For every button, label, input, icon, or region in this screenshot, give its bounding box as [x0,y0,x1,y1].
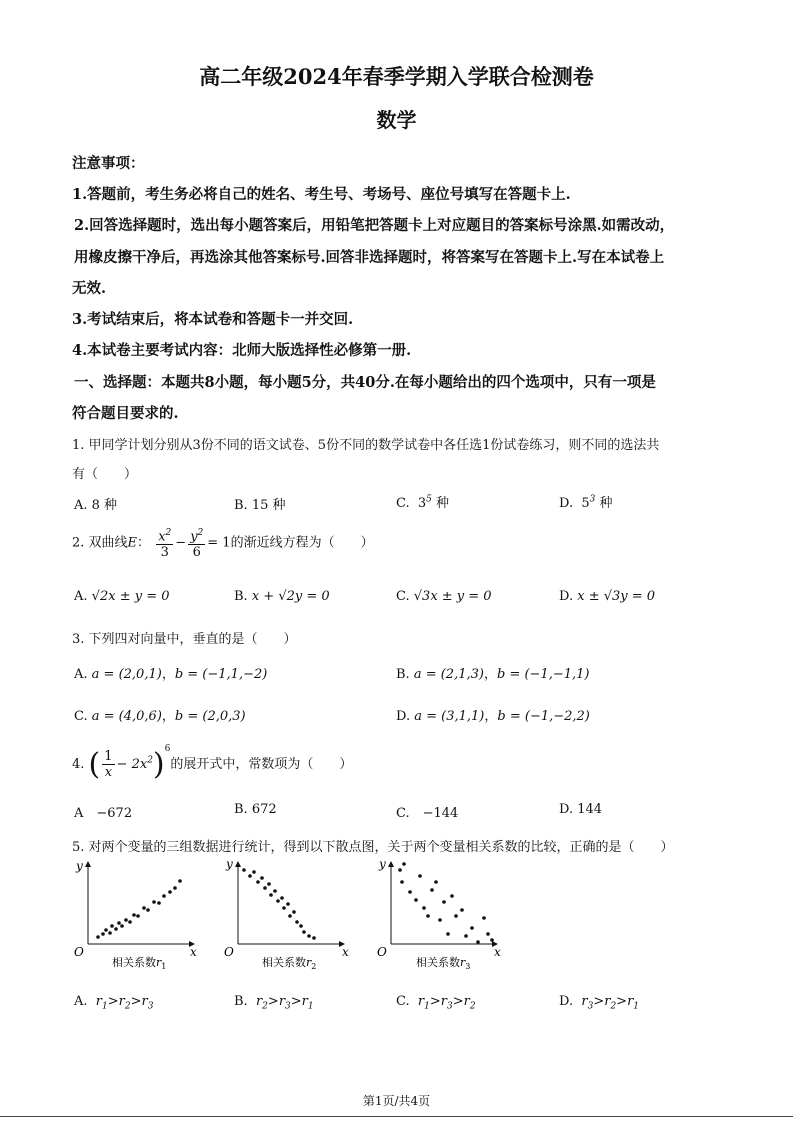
q5-option-c-r1-sub: 1 [424,1001,430,1012]
plot3-caption [416,955,470,971]
q2-option-b-label: B. [234,589,248,604]
q4-term: − 2x [116,757,148,772]
q2-den-1: 3 [160,545,169,561]
scatter-point [295,920,299,924]
scatter-point [454,914,458,918]
scatter-point [438,918,442,922]
plot1-caption-r: r [156,956,162,969]
q3-option-a-vec-b: b = (−1,1,−2) [174,667,268,682]
q4-prefix: 4. [72,757,85,772]
q2-fraction-2 [188,526,205,560]
q5-option-b-r2: r [278,994,286,1009]
plot3-caption-text: 相关系数 [416,956,460,969]
scatter-point [434,880,438,884]
q5-option-d-r3: r [627,994,634,1009]
plot2-x-label: x [342,945,349,959]
q5-option-d-label: D. [559,994,574,1009]
q2-colon: ： [137,535,151,551]
q1-option-d-label: D. [559,496,574,511]
q4-term-exp: 2 [147,755,153,766]
q3-option-b-label: B. [396,667,410,682]
q5-option-b-r1-sub: 2 [262,1001,268,1012]
section-heading: 一、选择题：本题共8小题，每小题5分，共40分.在每小题给出的四个选项中，只有一项是 [74,374,656,391]
q5-stem: 5. 对两个变量的三组数据进行统计，得到以下散点图，关于两个变量相关系数的比较，正确的是（ ） [72,840,674,855]
scatter-point [152,900,156,904]
q2-option-a [74,589,170,604]
scatter-point [110,924,114,928]
scatter-point [173,886,177,890]
q4-option-d: D. 144 [559,802,603,817]
q3-option-b [396,663,589,682]
plot3-y-label: y [379,857,386,871]
scatter-plot-3 [377,857,501,971]
q1-option-b: B. 15 种 [234,498,286,513]
notice-item-4: 4.本试卷主要考试内容：北师大版选择性必修第一册. [72,342,412,359]
scatter-point [486,932,490,936]
scatter-point [460,908,464,912]
q4-option-a: A −672 [74,806,133,821]
scatter-point [120,924,124,928]
scatter-point [96,935,100,939]
q5-option-c-gt1: > [429,994,441,1009]
q3-option-c [74,705,246,724]
q4-num: 1 [104,749,113,764]
q3-option-d [396,705,590,724]
q5-option-c-r2-sub: 3 [446,1001,453,1012]
q2-option-d [559,589,655,604]
q1-option-d [559,492,613,511]
q4-fraction [102,749,114,780]
q2-option-d-label: D. [559,589,574,604]
q2-minus: − [175,535,187,551]
scatter-point [142,906,146,910]
q2-den-2: 6 [192,545,201,561]
q5-option-a-r2: r [118,994,125,1009]
q1-option-c-exp: 5 [426,494,432,505]
scatter-point [260,876,264,880]
scatter-point [476,940,480,944]
q5-option-b [234,994,314,1012]
q4-den: x [104,765,113,780]
q3-option-c-comma: ， [161,709,175,724]
plot3-x-label: x [494,945,501,959]
scatter-point [312,936,316,940]
scatter-point [267,882,271,886]
q5-option-d-r2: r [604,994,611,1009]
q2-option-b [234,589,330,604]
q5-option-d-r1-sub: 3 [587,1001,594,1012]
exam-title: 高二年级2024年春季学期入学联合检测卷 [199,64,594,89]
plot1-caption-text: 相关系数 [112,956,156,969]
q4-option-c: C. −144 [396,806,459,821]
q2-option-a-label: A. [74,589,88,604]
q5-option-d-r1: r [581,994,588,1009]
scatter-point [252,870,256,874]
q3-option-c-vec-a: a = (4,0,6) [91,709,162,724]
plot3-caption-r: r [460,956,466,969]
q1-option-c-unit: 种 [436,496,450,511]
q3-option-d-label: D. [396,709,411,724]
plot1-y-label: y [76,859,83,873]
q3-option-c-label: C. [74,709,88,724]
scatter-point [256,880,260,884]
scatter-point [400,880,404,884]
q3-option-a-comma: ， [161,667,175,682]
q2-option-b-expr: x + √2y = 0 [251,589,330,604]
scatter-point [464,934,468,938]
q5-option-a-gt1: > [107,994,119,1009]
scatter-point [426,914,430,918]
plot1-origin: O [74,945,84,959]
scatter-point [398,868,402,872]
page-number: 第1页/共4页 [362,1094,431,1108]
q2-sq-2: 2 [197,528,204,538]
plot1-caption [112,955,166,971]
plot2-origin: O [224,945,234,959]
q5-option-b-r1: r [255,994,263,1009]
q1-option-d-unit: 种 [599,496,613,511]
q4-left-paren: ( [88,747,101,782]
scatter-point [286,902,290,906]
section-heading-cont: 符合题目要求的. [72,405,179,422]
q2-option-c-label: C. [396,589,410,604]
q5-option-b-label: B. [234,994,248,1009]
plot3-caption-sub: 3 [465,962,471,971]
scatter-point [101,932,105,936]
q5-option-d-r3-sub: 1 [633,1001,640,1012]
q5-option-b-gt1: > [267,994,279,1009]
scatter-point [263,886,267,890]
scatter-point [276,899,280,903]
q1-option-d-exp: 3 [589,494,596,505]
q3-option-d-vec-a: a = (3,1,1) [414,709,485,724]
plot2-caption-r: r [306,956,312,969]
q2-curve-name: E [127,535,138,551]
q4-option-b: B. 672 [234,802,277,817]
q2-fraction-1 [156,526,173,560]
q3-option-b-vec-b: b = (−1,−1,1) [496,667,590,682]
q4-suffix: 的展开式中，常数项为（ ） [170,757,353,772]
q5-option-d-gt2: > [616,994,628,1009]
subject-title: 数学 [376,108,417,132]
scatter-point [124,918,128,922]
q5-option-b-r2-sub: 3 [285,1001,291,1012]
q4-stem [72,743,353,782]
scatter-point [292,910,296,914]
scatter-point [299,924,303,928]
q2-stem [72,526,374,560]
q1-option-c-base: 3 [417,496,427,511]
q3-option-c-vec-b: b = (2,0,3) [174,709,246,724]
scatter-point [108,931,112,935]
q2-equals: = 1 [207,535,231,551]
q2-suffix: 的渐近线方程为（ ） [230,535,374,551]
plot1-caption-sub: 1 [161,962,167,971]
q5-option-a-r2-sub: 2 [124,1001,131,1012]
q5-option-a-r1-sub: 1 [102,1001,108,1012]
q5-option-c-gt2: > [452,994,464,1009]
q5-option-b-gt2: > [290,994,302,1009]
scatter-point [418,874,422,878]
q5-option-d-r2-sub: 2 [610,1001,617,1012]
scatter-point [248,874,252,878]
q2-sq-1: 2 [165,528,172,538]
q5-option-a-label: A. [74,994,88,1009]
scatter-point [136,914,140,918]
q2-option-c-expr: √3x ± y = 0 [413,589,492,604]
q5-option-a [74,994,153,1012]
scatter-point [430,888,434,892]
q5-option-b-r3-sub: 1 [307,1001,314,1012]
q1-option-d-base: 5 [581,496,590,511]
plot2-y-label: y [226,857,233,871]
q3-stem: 3. 下列四对向量中，垂直的是（ ） [72,632,297,647]
q1-stem-cont: 有（ ） [72,467,138,482]
scatter-plot-2 [224,857,349,971]
plot2-caption [262,955,316,971]
q2-prefix: 2. 双曲线 [72,535,128,551]
q5-option-c-r1: r [417,994,425,1009]
q3-option-b-vec-a: a = (2,1,3) [413,667,484,682]
notice-item-3: 3.考试结束后，将本试卷和答题卡一并交回. [72,311,354,328]
scatter-point [132,913,136,917]
q5-option-c-r3: r [463,994,470,1009]
notice-item-2: 2.回答选择题时，选出每小题答案后，用铅笔把答题卡上对应题目的答案标号涂黑.如需改动， [74,217,675,234]
scatter-point [446,932,450,936]
scatter-point [450,894,454,898]
q1-option-c-label: C. [396,496,410,511]
scatter-point [117,921,121,925]
scatter-point [482,916,486,920]
q5-option-c-r2: r [440,994,447,1009]
scatter-point [288,914,292,918]
scatter-point [178,879,182,883]
notice-item-2-end: 无效. [72,280,107,297]
notice-heading: 注意事项： [72,155,145,172]
q1-option-a: A. 8 种 [74,498,118,513]
scatter-point [307,934,311,938]
scatter-point [146,908,150,912]
notice-item-2-cont: 用橡皮擦干净后，再选涂其他答案标号.回答非选择题时，将答案写在答题卡上.写在本试卷上 [74,249,665,266]
q1-stem: 1. 甲同学计划分别从3份不同的语文试卷、5份不同的数学试卷中各任选1份试卷练习，则不同的选法共 [72,438,660,453]
page-bottom-rule [0,1116,793,1117]
scatter-point [422,906,426,910]
notice-item-1: 1.答题前，考生务必将自己的姓名、考生号、考场号、座位号填写在答题卡上. [72,186,571,203]
scatter-point [470,926,474,930]
plot2-caption-text: 相关系数 [262,956,306,969]
q3-option-b-comma: ， [483,667,497,682]
q4-right-paren: ) [152,747,165,782]
q3-option-a-vec-a: a = (2,0,1) [91,667,162,682]
q5-scatter-figure [66,856,546,974]
scatter-point [157,901,161,905]
q3-option-d-vec-b: b = (−1,−2,2) [497,709,590,724]
scatter-point [442,900,446,904]
scatter-point [414,898,418,902]
scatter-point [408,890,412,894]
q5-option-d [559,994,639,1012]
q2-num-1: x [158,529,166,545]
q2-option-d-expr: x ± √3y = 0 [577,589,656,604]
plot3-origin: O [377,945,387,959]
scatter-point [282,906,286,910]
q5-option-a-r3: r [141,994,148,1009]
scatter-point [128,920,132,924]
q5-option-a-r3-sub: 3 [147,1001,154,1012]
scatter-point [168,890,172,894]
q3-option-d-comma: ， [484,709,498,724]
plot1-x-label: x [190,945,197,959]
q1-option-c [396,492,449,511]
q5-option-c-r3-sub: 2 [469,1001,476,1012]
scatter-point [269,893,273,897]
q5-option-a-r1: r [95,994,103,1009]
scatter-point [162,894,166,898]
q2-option-c [396,589,492,604]
q3-option-a [74,663,267,682]
q5-option-c [396,994,476,1012]
scatter-point [402,862,406,866]
scatter-point [104,928,108,932]
q3-option-a-label: A. [74,667,88,682]
scatter-point [114,927,118,931]
q5-option-a-gt2: > [130,994,142,1009]
q2-num-2: y [190,529,198,545]
scatter-point [273,889,277,893]
scatter-point [490,938,494,942]
scatter-point [302,930,306,934]
q5-option-b-r3: r [301,994,308,1009]
q5-option-c-label: C. [396,994,410,1009]
scatter-plot-1 [74,859,197,971]
scatter-point [242,868,246,872]
q5-option-d-gt1: > [593,994,605,1009]
q2-option-a-expr: √2x ± y = 0 [91,589,170,604]
scatter-point [280,896,284,900]
q4-power: 6 [164,743,171,754]
plot2-caption-sub: 2 [311,962,317,971]
